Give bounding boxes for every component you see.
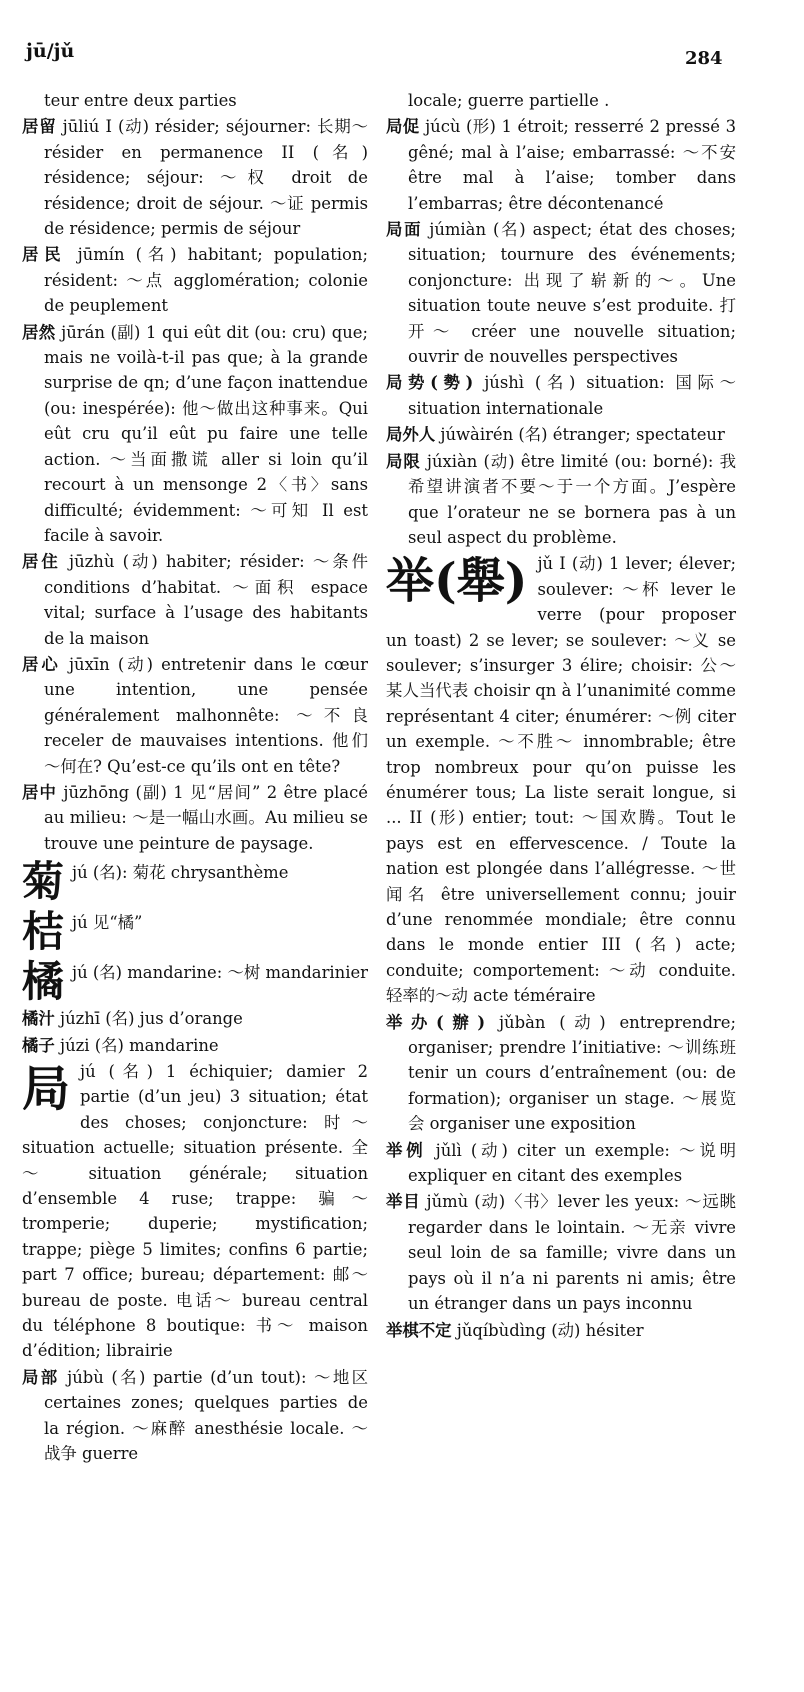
dictionary-entry [22, 652, 368, 779]
dictionary-entry [22, 549, 368, 651]
entry-definition: jú (名) mandarine: ～树 mandarinier [72, 963, 368, 983]
entry-definition: jú (名): 菊花 chrysanthème [72, 863, 289, 883]
entry-definition: jǔqíbùdìng (动) hésiter [456, 1320, 644, 1340]
entry-definition: jú (名) 1 échiquier; damier 2 partie (d’un jeu) 3 situation; état des choses; conjoncture: 时～ situation actuelle; situation présente. 全～ situation générale; situation d’ensemble 4 ruse; trappe: 骗～ tromperie; duperie; mystification; trappe; piège 5 limites; confins 6 partie; part 7 office; bureau; département: 邮～ bureau de poste. 电话～ bureau central du téléphone 8 boutique: 书～ maison d’édition; librairie [22, 1062, 368, 1361]
entry-continuation: locale; guerre partielle . [408, 91, 610, 110]
dictionary-entry [22, 320, 368, 549]
dictionary-entry [386, 1138, 736, 1189]
dictionary-entry [22, 1365, 368, 1467]
entry-continuation: teur entre deux parties [44, 91, 237, 110]
character-entry [22, 908, 368, 956]
dictionary-entry [22, 114, 368, 241]
running-header: jū/jǔ [26, 40, 75, 62]
dictionary-entry [22, 242, 368, 318]
entry-headword: 居然 [22, 322, 56, 342]
entry-headword: 居民 [22, 245, 67, 265]
entry-definition: jǔmù (动)〈书〉lever les yeux: ～远眺 regarder dans le lointain. ～无亲 vivre seul loin de sa famille; vivre dans un pays où il n’a ni parents ni amis; être un étranger dans un pays inconnu [408, 1192, 736, 1314]
character-headword: 橘 [22, 957, 65, 1007]
entry-headword: 居中 [22, 782, 58, 802]
entry-definition: júbù (名) partie (d’un tout): ～地区 certaines zones; quelques parties de la région. ～麻醉 anesthésie locale. ～战争 guerre [44, 1367, 368, 1464]
character-entry [22, 1059, 368, 1364]
dictionary-entry [386, 217, 736, 369]
character-entry [22, 858, 368, 906]
entry-definition: jǔlì (动) citer un exemple: ～说明 expliquer en citant des exemples [408, 1140, 736, 1186]
page-number: 284 [685, 48, 723, 69]
entry-definition: júshì (名) situation: 国际～ situation internationale [408, 373, 736, 418]
entry-definition: júzhī (名) jus d’orange [60, 1009, 243, 1029]
dictionary-entry [386, 1318, 736, 1343]
entry-headword: 举棋不定 [386, 1320, 452, 1340]
entry-definition: jūmín (名) habitant; population; résident: ～点 agglomération; colonie de peuplement [44, 245, 368, 316]
entry-headword: 橘汁 [22, 1009, 55, 1029]
left-column [22, 88, 368, 1468]
entry-headword: 局促 [386, 117, 420, 137]
entry-headword: 举办(辦) [386, 1012, 486, 1032]
dictionary-entry [22, 1033, 368, 1058]
entry-headword: 局外人 [386, 425, 436, 445]
entry-definition: júmiàn (名) aspect; état des choses; situation; tournure des événements; conjoncture: 出现了崭新的～。Une situation toute neuve s’est produite. 打开～ créer une nouvelle situation; ouvrir de nouvelles perspectives [408, 220, 737, 367]
dictionary-entry [386, 1189, 736, 1316]
entry-definition: jūzhù (动) habiter; résider: ～条件 conditions d’habitat. ～面积 espace vital; surface à l’usage des habitants de la maison [44, 552, 369, 648]
entry-headword: 局势(勢) [386, 373, 474, 393]
dictionary-entry [386, 449, 736, 551]
entry-headword: 居留 [22, 117, 57, 137]
entry-definition: jūliú I (动) résider; séjourner: 长期～ résider en permanence II (名) résidence; séjour: ～权 droit de résidence; droit de séjour. ～证 permis de résidence; permis de séjour [44, 117, 369, 239]
entry-definition: jú 见“橘” [72, 913, 143, 933]
entry-definition: júcù (形) 1 étroit; resserré 2 pressé 3 gêné; mal à l’aise; embarrassé: ～不安 être mal à l’aise; tomber dans l’embarras; être décontenancé [408, 117, 736, 213]
entry-headword: 居心 [22, 654, 61, 674]
entry-headword: 举目 [386, 1192, 421, 1212]
character-headword: 菊 [22, 857, 65, 907]
character-headword: 桔 [22, 907, 65, 957]
entry-definition: júzi (名) mandarine [60, 1035, 219, 1055]
entry-definition: jūxīn (动) entretenir dans le cœur une intention, une pensée généralement malhonnête: ～不良 receler de mauvaises intentions. 他们～何在? Qu’est-ce qu’ils ont en tête? [44, 654, 368, 776]
dictionary-entry [22, 1006, 368, 1031]
dictionary-entry [386, 114, 736, 216]
entry-definition: júxiàn (动) être limité (ou: borné): 我希望讲演者不要～于一个方面。J’espère que l’orateur ne se bornera pas à un seul aspect du problème. [408, 451, 737, 547]
dictionary-entry [386, 370, 736, 421]
right-column [386, 88, 736, 1344]
dictionary-entry [22, 780, 368, 856]
dictionary-entry [386, 422, 736, 447]
dictionary-entry [386, 1010, 736, 1137]
entry-definition: jūrán (副) 1 qui eût dit (ou: cru) que; mais ne voilà-t-il pas que; à la grande surprise de qn; d’une façon inattendue (ou: inespérée): 他～做出这种事来。Qui eût cru qu’il eût pu faire une telle action. ～当面撒谎 aller si loin qu’il recourt à un mensonge 2〈书〉sans difficulté; évidemment: ～可知 Il est facile à savoir. [44, 322, 368, 545]
entry-definition: jūzhōng (副) 1 见“居间” 2 être placé au milieu: ～是一幅山水画。Au milieu se trouve une peinture de paysage. [44, 782, 369, 853]
character-entry [386, 551, 736, 1008]
entry-headword: 举例 [386, 1140, 427, 1160]
entry-headword: 橘子 [22, 1035, 55, 1055]
entry-headword: 居住 [22, 552, 61, 572]
entry-headword: 局部 [22, 1367, 60, 1387]
entry-definition: júwàirén (名) étranger; spectateur [440, 425, 725, 445]
entry-headword: 局限 [386, 451, 421, 471]
character-headword: 局 [22, 1061, 71, 1117]
character-entry [22, 958, 368, 1006]
entry-definition: jǔ I (动) 1 lever; élever; soulever: ～杯 lever le verre (pour proposer un toast) 2 se lever; se soulever: ～义 se soulever; s’insurger 3 élire; choisir: 公～某人当代表 choisir qn à l’unanimité comme représentant 4 citer; énumérer: ～例 citer un exemple. ～不胜～ innombrable; être trop nombreux pour qu’on puisse les énumérer tous; La liste serait longue, si ... II (形) entier; tout: ～国欢腾。Tout le pays est en effervescence. / Toute la nation est plongée dans l’allégresse. ～世闻名 être universellement connu; jouir d’une renommée mondiale; être connu dans le monde entier III (名) acte; conduite; comportement: ～动 conduite. 轻率的～动 acte téméraire [386, 554, 736, 1006]
entry-definition: jǔbàn (动) entreprendre; organiser; prendre l’initiative: ～训练班 tenir un cours d’entraînement (ou: de formation); organiser un stage. ～展览会 organiser une exposition [408, 1012, 736, 1134]
character-headword: 举(舉) [386, 553, 528, 610]
entry-headword: 局面 [386, 220, 423, 240]
